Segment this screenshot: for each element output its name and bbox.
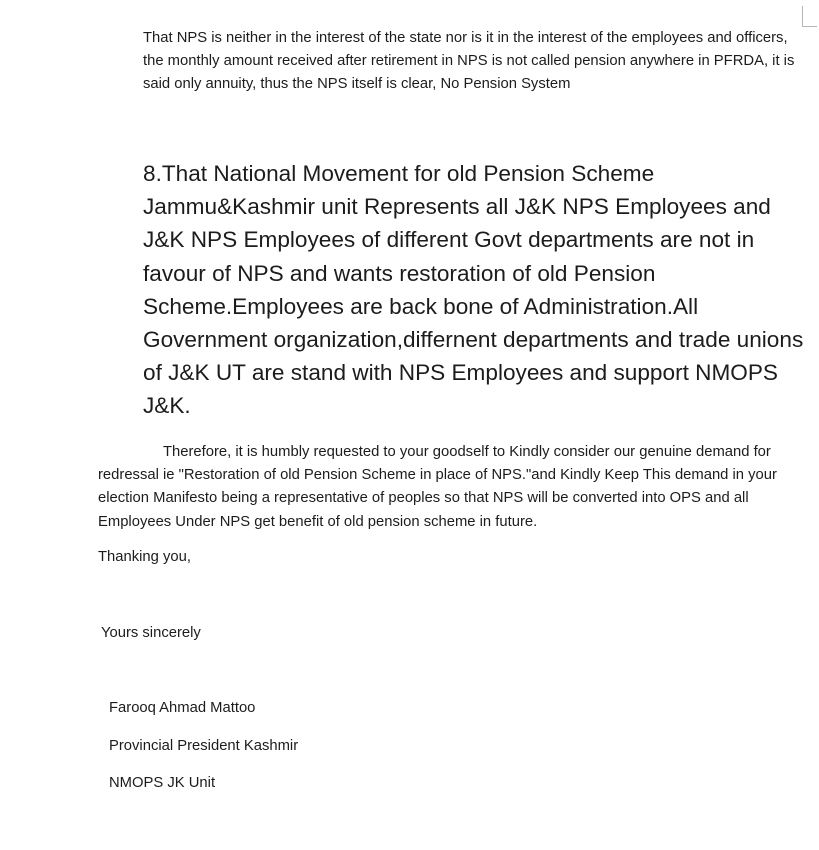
signature-title: Provincial President Kashmir — [109, 738, 299, 754]
thanking-line: Thanking you, — [98, 549, 191, 565]
signature-organization: NMOPS JK Unit — [109, 775, 216, 791]
closing-line: Yours sincerely — [101, 625, 201, 641]
page-corner-marker — [802, 6, 817, 27]
paragraph-point-8: 8.That National Movement for old Pension Scheme Jammu&Kashmir unit Represents all J&K NPS Employees and J&K NPS Employees of different Govt departments are not in favour of NPS and wants restoration of old Pension Scheme.Employees are back bone of Administration.All Government organization,differnent departments and trade unions of J&K UT are stand with NPS Employees and support NMOPS J&K. — [143, 161, 804, 419]
paragraph-request: Therefore, it is humbly requested to your goodself to Kindly consider our genuine demand for redressal ie "Restoration of old Pension Scheme in place of NPS."and Kindly Keep This demand in your election Manifesto being a representative of peoples so that NPS will be converted into OPS and all Employees Under NPS get benefit of old pension scheme in future. — [98, 444, 777, 530]
signature-name: Farooq Ahmad Mattoo — [109, 700, 256, 716]
paragraph-nps-interest: That NPS is neither in the interest of the state nor is it in the interest of the employees and officers, the monthly amount received after retirement in NPS is not called pension anywhere in PFRDA, it is said only annuity, thus the NPS itself is clear, No Pension System — [143, 30, 795, 93]
